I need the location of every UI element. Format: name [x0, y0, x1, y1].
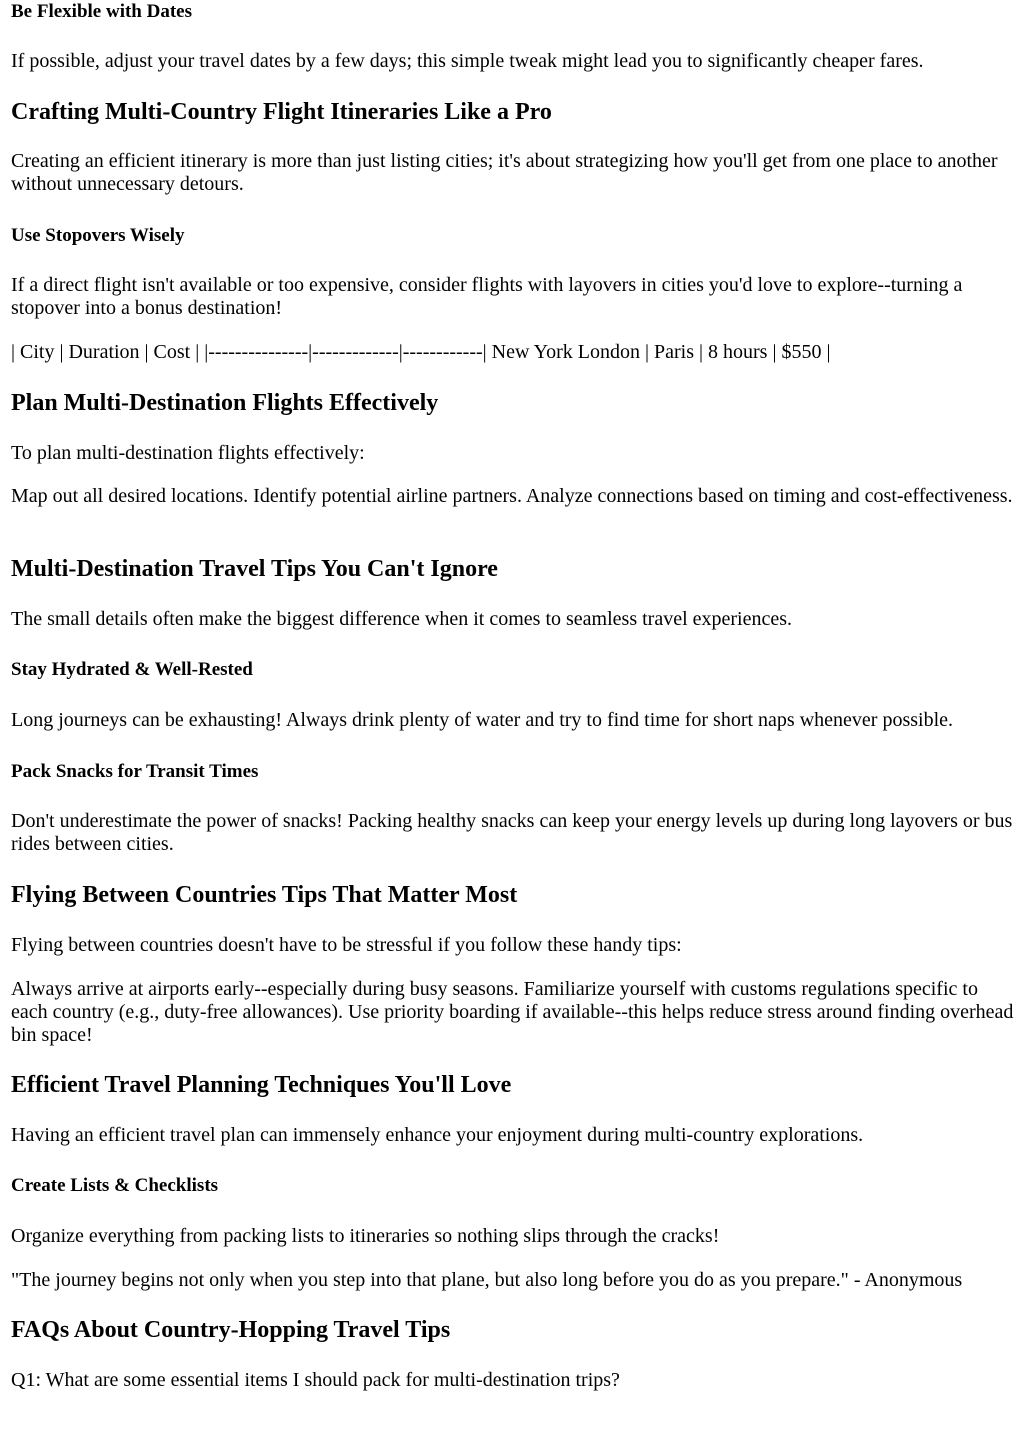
- subheading-snacks: Pack Snacks for Transit Times: [11, 761, 259, 782]
- subheading-flexible-dates: Be Flexible with Dates: [11, 1, 193, 22]
- heading-travel-tips: Multi-Destination Travel Tips You Can't Ignore: [11, 556, 498, 582]
- subheading-lists: Create Lists & Checklists: [11, 1175, 219, 1196]
- paragraph-plan-intro: To plan multi-destination flights effectively:: [11, 442, 365, 464]
- paragraph-plan-steps: Map out all desired locations. Identify potential airline partners. Analyze connections based on timing and cost-effectiveness.: [11, 485, 1013, 507]
- paragraph-lists: Organize everything from packing lists to itineraries so nothing slips through the cracks!: [11, 1225, 720, 1247]
- quote-journey: "The journey begins not only when you step into that plane, but also long before you do as you prepare." - Anonymous: [11, 1269, 963, 1291]
- paragraph-flying-intro: Flying between countries doesn't have to be stressful if you follow these handy tips:: [11, 934, 682, 956]
- subheading-stopovers: Use Stopovers Wisely: [11, 225, 185, 246]
- heading-faqs: FAQs About Country-Hopping Travel Tips: [11, 1317, 451, 1343]
- paragraph-flying-tips: Always arrive at airports early--especially during busy seasons. Familiarize yourself with customs regulations specific to each country (e.g., duty-free allowances). Use priority boarding if available--this helps reduce stress around finding overhead bin space!: [11, 978, 1014, 1046]
- paragraph-travel-tips: The small details often make the biggest difference when it comes to seamless travel experiences.: [11, 608, 793, 630]
- subheading-hydrated: Stay Hydrated & Well-Rested: [11, 659, 253, 680]
- paragraph-hydrated: Long journeys can be exhausting! Always drink plenty of water and try to find time for short naps whenever possible.: [11, 709, 954, 731]
- paragraph-snacks: Don't underestimate the power of snacks! Packing healthy snacks can keep your energy levels up during long layovers or bus rides between cities.: [11, 810, 1013, 855]
- heading-flying-tips: Flying Between Countries Tips That Matter Most: [11, 882, 518, 908]
- paragraph-stopovers: If a direct flight isn't available or too expensive, consider flights with layovers in cities you'd love to explore--turning a stopover into a bonus destination!: [11, 274, 963, 319]
- heading-plan-flights: Plan Multi-Destination Flights Effectively: [11, 390, 439, 416]
- heading-efficient-planning: Efficient Travel Planning Techniques You'll Love: [11, 1072, 512, 1098]
- heading-crafting-itineraries: Crafting Multi-Country Flight Itineraries Like a Pro: [11, 99, 552, 125]
- paragraph-flight-table-text: | City | Duration | Cost | |---------------|-------------|------------| New York London | Paris | 8 hours | $550 |: [11, 341, 831, 363]
- paragraph-flexible-dates: If possible, adjust your travel dates by a few days; this simple tweak might lead you to significantly cheaper fares.: [11, 50, 924, 72]
- paragraph-crafting-itineraries: Creating an efficient itinerary is more than just listing cities; it's about strategizing how you'll get from one place to another without unnecessary detours.: [11, 150, 998, 195]
- paragraph-efficient-planning: Having an efficient travel plan can immensely enhance your enjoyment during multi-country explorations.: [11, 1124, 864, 1146]
- faq-question-1: Q1: What are some essential items I should pack for multi-destination trips?: [11, 1369, 620, 1391]
